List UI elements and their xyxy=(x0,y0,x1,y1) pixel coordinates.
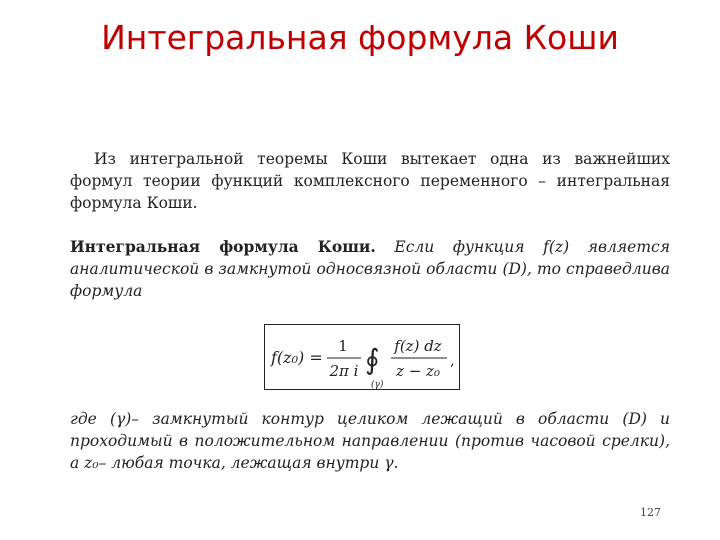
theorem-label: Интегральная формула Коши. xyxy=(70,237,376,256)
integrand-denominator: z − z₀ xyxy=(396,362,440,380)
intro-paragraph: Из интегральной теоремы Коши вытекает одна из важнейших формул теории функций комплексного переменного – интегральная формула Коши. xyxy=(70,150,670,212)
integrand-numerator: f(z) dz xyxy=(394,337,442,355)
contour-symbol: γ xyxy=(384,454,394,472)
explanation-text-4: – любая точка, лежащая внутри xyxy=(98,454,385,472)
page-number: 127 xyxy=(640,506,661,519)
contour-notation: (γ) xyxy=(109,410,132,428)
theorem-text-3: , то справедлива формула xyxy=(70,260,670,300)
formula-comma: , xyxy=(450,351,455,369)
contour-integral-sign: ∮ xyxy=(365,343,380,376)
point-notation: z₀ xyxy=(84,454,99,472)
formula-lhs: f(z₀) = xyxy=(271,348,323,367)
explanation-text-2: – замкнутый контур целиком лежащий в области xyxy=(131,410,623,428)
fraction-denominator: 2π i xyxy=(329,362,359,380)
cauchy-formula-box xyxy=(264,324,460,390)
function-notation: f(z) xyxy=(543,238,570,256)
explanation-text-1: где xyxy=(70,410,110,428)
explanation-paragraph xyxy=(70,408,670,474)
explanation-text-5: . xyxy=(393,454,399,472)
cauchy-formula xyxy=(265,325,461,391)
region-notation: (D) xyxy=(502,260,527,278)
explanation-text-3: и проходимый в положительном направлении (против часовой срелки), а xyxy=(70,410,670,472)
fraction-numerator: 1 xyxy=(338,337,348,355)
region-notation: (D) xyxy=(622,410,647,428)
theorem-text-2: является аналитической в замкнутой односвязной области xyxy=(70,238,670,278)
theorem-text-1: Если функция xyxy=(394,238,544,256)
contour-label: (γ) xyxy=(371,380,384,390)
theorem-statement xyxy=(70,236,670,302)
slide-title: Интегральная формула Коши xyxy=(101,18,619,57)
